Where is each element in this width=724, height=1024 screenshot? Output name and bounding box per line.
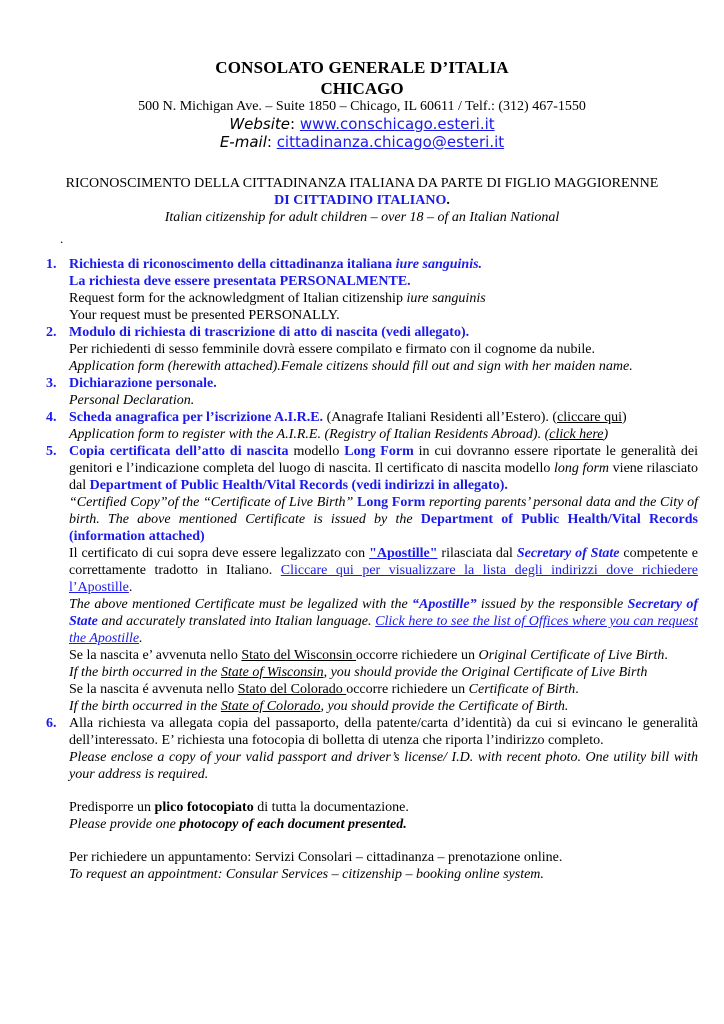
list-item-1: 1. Richiesta di riconoscimento della cittadinanza italiana iure sanguinis. La richiesta deve essere presentata PERSONALMENTE. Request form for the acknowledgment of Italian citizenship iure sanguinis Your request must be presented PERSONALLY. xyxy=(46,257,486,323)
consulate-city: CHICAGO xyxy=(320,79,404,98)
website-label: Website xyxy=(229,115,291,133)
appointment-note: Per richiedere un appuntamento: Servizi Consolari – cittadinanza – prenotazione online. To request an appointment: Consular Services – citizenship – booking online system. xyxy=(69,850,563,882)
document-heading-2: DI CITTADINO ITALIANO. xyxy=(274,193,450,208)
requirements-list xyxy=(46,256,698,883)
apostille-term: "Apostille" xyxy=(369,546,438,561)
list-item-4: 4. Scheda anagrafica per l’iscrizione A.I.R.E. (Anagrafe Italiani Residenti all’Estero). (cliccare qui) Application form to register with the A.I.R.E. (Registry of Italian Residents Abroad). (click here) xyxy=(46,410,627,442)
website-link[interactable]: www.conschicago.esteri.it xyxy=(299,115,495,133)
item-number: 2. xyxy=(46,325,57,340)
email-label: E-mail xyxy=(219,133,267,151)
list-item-5: 5. Copia certificata dell’atto di nascita modello Long Form in cui dovranno essere riportate le generalità dei genitori e l’indicazione completa del luogo di nascita. Il certificato di nascita modello long form viene rilasciato dal Department of Public Health/Vital Records (vedi indirizzi in allegato). “Certified Copy”of the “Certificate of Live Birth” Long Form reporting parents’ personal data and the City of birth. The above mentioned Certificate is issued by the Department of Public Health/Vital Records (information attached) Il certificato di cui sopra deve essere legalizzato con "Apostille" rilasciata dal Secretary of State competente e correttamente tradotto in Italiano. Cliccare qui per visualizzare la lista degli indirizzi dove richiedere l’Apostille. The above mentioned Certificate must be legalized with the “Apostille” issued by the responsible Secretary of State and accurately translated into Italian language. Click here to see the list of Offices where you can request the Apostille. Se la nascita e’ avvenuta nello Stato del Wisconsin occorre richiedere un Original Certificate of Live Birth. If the birth occurred in the State of Wisconsin, you should provide the Original Certificate of Live Birth Se la nascita é avvenuta nello Stato del Colorado occorre richiedere un Certificate of Birth. If the birth occurred in the State of Colorado, you should provide the Certificate of Birth. xyxy=(46,444,699,714)
document-heading: RICONOSCIMENTO DELLA CITTADINANZA ITALIANA DA PARTE DI FIGLIO MAGGIORENNE xyxy=(65,176,659,191)
list-item-6: 6. Alla richiesta va allegata copia del passaporto, della patente/carta d’identità) da cui si evincano le generalità dell’interessato. E’ richiesta una fotocopia di bolletta di utenza che riporta l’indirizzo completo. Please enclose a copy of your valid passport and driver’s license/ I.D. with recent photo. One utility bill with your address is required. xyxy=(46,716,698,782)
apostille-offices-link-it[interactable]: Cliccare qui per visualizzare la lista degli indirizzi dove richiedere l’Apostille xyxy=(69,563,699,595)
website-line: Website: www.conschicago.esteri.it xyxy=(229,115,495,133)
list-item-2: 2. Modulo di richiesta di trascrizione di atto di nascita (vedi allegato). Per richiedenti di sesso femminile dovrà essere compilato e firmato con il cognome da nubile. Application form (herewith attached).Female citizens should fill out and sign with her maiden name. xyxy=(46,325,633,374)
list-item-3: 3. Dichiarazione personale. Personal Declaration. xyxy=(46,376,217,408)
item-number: 5. xyxy=(46,444,57,459)
photocopy-note: Predisporre un plico fotocopiato di tutta la documentazione. Please provide one photocopy of each document presented. xyxy=(69,800,409,832)
apostille-offices-link-en[interactable]: Click here to see the list of Offices where you can request the Apostille xyxy=(69,614,699,646)
consulate-title: CONSOLATO GENERALE D’ITALIA xyxy=(215,58,509,77)
item-number: 1. xyxy=(46,257,57,272)
item-number: 3. xyxy=(46,376,57,391)
consulate-address: 500 N. Michigan Ave. – Suite 1850 – Chicago, IL 60611 / Telf.: (312) 467-1550 xyxy=(138,99,586,114)
stray-dot: . xyxy=(60,231,64,246)
document-subtitle: Italian citizenship for adult children – over 18 – of an Italian National xyxy=(164,210,560,225)
click-here-link[interactable]: click here xyxy=(549,427,604,442)
email-link[interactable]: cittadinanza.chicago@esteri.it xyxy=(276,133,505,151)
item-number: 6. xyxy=(46,716,57,731)
email-line: E-mail: cittadinanza.chicago@esteri.it xyxy=(219,133,505,151)
item-number: 4. xyxy=(46,410,57,425)
click-here-link[interactable]: cliccare qui xyxy=(557,410,622,425)
